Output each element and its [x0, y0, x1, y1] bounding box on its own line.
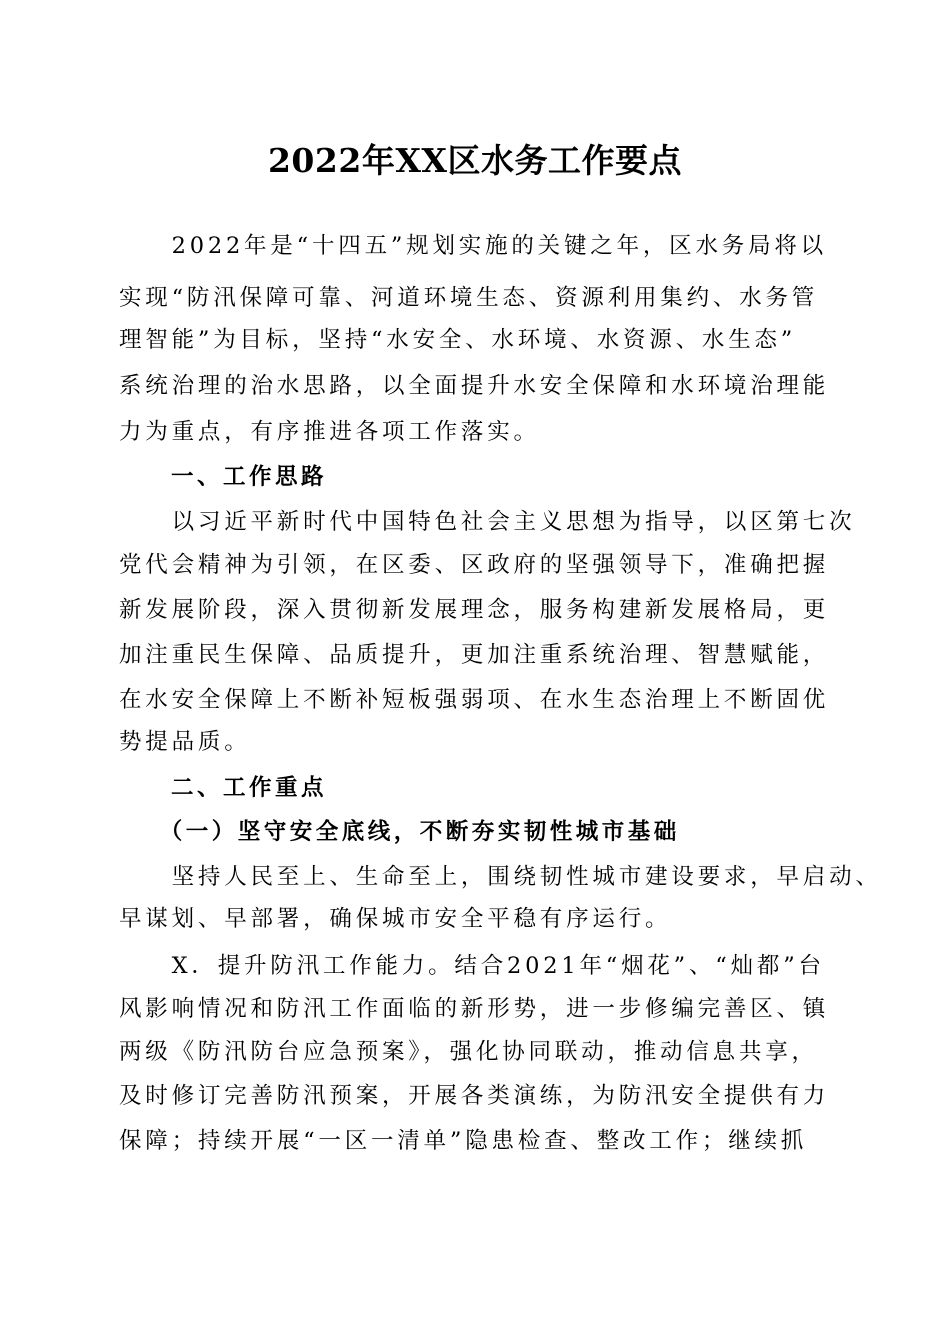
paragraph-line: 以习近平新时代中国特色社会主义思想为指导，以区第七次: [119, 509, 856, 535]
paragraph-line: 早谋划、早部署，确保城市安全平稳有序运行。: [119, 906, 672, 932]
section-heading: 二、工作重点: [119, 775, 328, 801]
document-title: 2022年XX区水务工作要点: [267, 141, 683, 180]
paragraph-line: 势提品质。: [119, 729, 251, 755]
paragraph-line: 保障；持续开展“一区一清单”隐患检查、整改工作；继续抓: [119, 1128, 808, 1154]
paragraph-line: 在水安全保障上不断补短板强弱项、在水生态治理上不断固优: [119, 687, 830, 713]
paragraph-line: 党代会精神为引领，在区委、区政府的坚强领导下，准确把握: [119, 552, 830, 578]
paragraph-line: 新发展阶段，深入贯彻新发展理念，服务构建新发展格局，更: [119, 597, 830, 623]
paragraph-line: 风影响情况和防汛工作面临的新形势，进一步修编完善区、镇: [119, 996, 830, 1022]
paragraph-line: 及时修订完善防汛预案，开展各类演练，为防汛安全提供有力: [119, 1083, 830, 1109]
subsection-heading: （一）坚守安全底线，不断夯实韧性城市基础: [119, 819, 680, 845]
paragraph-line: 2022年是“十四五”规划实施的关键之年，区水务局将以: [119, 233, 827, 259]
paragraph-line: 实现“防汛保障可靠、河道环境生态、资源利用集约、水务管: [119, 285, 819, 311]
paragraph-line: 坚持人民至上、生命至上，围绕韧性城市建设要求，早启动、: [119, 864, 882, 890]
paragraph-line: 力为重点，有序推进各项工作落实。: [119, 419, 540, 445]
paragraph-line: 系统治理的治水思路，以全面提升水安全保障和水环境治理能: [119, 373, 830, 399]
paragraph-line: X．提升防汛工作能力。结合2021年“烟花”、“灿都”台: [119, 953, 825, 979]
paragraph-line: 加注重民生保障、品质提升，更加注重系统治理、智慧赋能，: [119, 642, 830, 668]
section-heading: 一、工作思路: [119, 464, 328, 490]
paragraph-line: 两级《防汛防台应急预案》，强化协同联动，推动信息共享，: [119, 1039, 818, 1065]
paragraph-line: 理智能”为目标，坚持“水安全、水环境、水资源、水生态”: [119, 327, 797, 353]
